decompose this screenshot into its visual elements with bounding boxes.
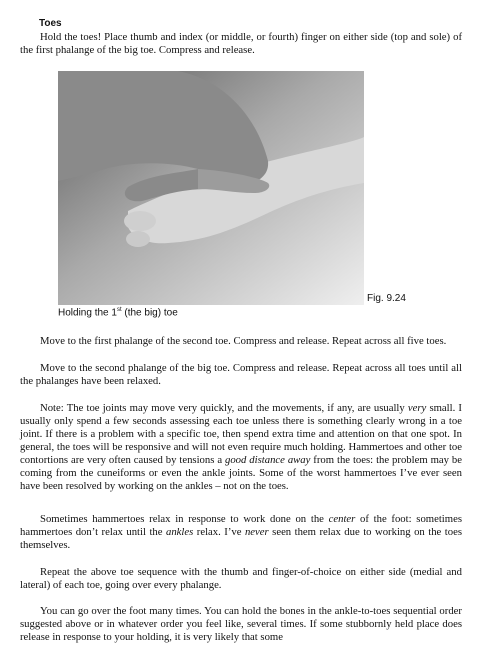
paragraph-intro: Hold the toes! Place thumb and index (or middle, or fourth) finger on either side (top and sole) of the first phalange of the big toe. Compress and release.: [20, 31, 462, 56]
hand-foot-illustration: [58, 71, 364, 305]
figure-caption: Holding the 1st (the big) toe: [58, 307, 178, 319]
paragraph-note: Note: The toe joints may move very quickly, and the movements, if any, are usually very small. I usually only spend a few seconds assessing each toe unless there is something clearly wrong in a toe joint. If there is a problem with a specific toe, then spend extra time and attention on that one spot. In general, the toes will be responsive and will not even require much holding. Hammertoes and other toe contortions are very often caused by tensions a good distance away from the toes: the problem may be coming from the cuneiforms or even the ankle joints. Some of the worst hammertoes I’ve ever seen have been resolved by working on the ankles – not on the toes.: [20, 402, 462, 492]
paragraph-second-phalange: Move to the second phalange of the big toe. Compress and release. Repeat across all toes until all the phalanges have been relaxed.: [20, 362, 462, 387]
section-heading: Toes: [39, 18, 62, 29]
paragraph-order: You can go over the foot many times. You can hold the bones in the ankle-to-toes sequential order suggested above or in whatever order you feel like, several times. If some stubbornly held place does release in response to your holding, it is very likely that some: [20, 605, 462, 643]
paragraph-hammertoes: Sometimes hammertoes relax in response to work done on the center of the foot: sometimes hammertoes don’t relax until the ankles relax. I’ve never seen them relax due to working on the toes themselves.: [20, 513, 462, 551]
paragraph-repeat-sequence: Repeat the above toe sequence with the thumb and finger-of-choice on either side (medial and lateral) of each toe, going over every phalange.: [20, 566, 462, 591]
paragraph-second-toe: Move to the first phalange of the second toe. Compress and release. Repeat across all five toes.: [40, 335, 447, 347]
figure-label: Fig. 9.24: [367, 293, 406, 304]
photo-holding-big-toe: [58, 71, 364, 305]
